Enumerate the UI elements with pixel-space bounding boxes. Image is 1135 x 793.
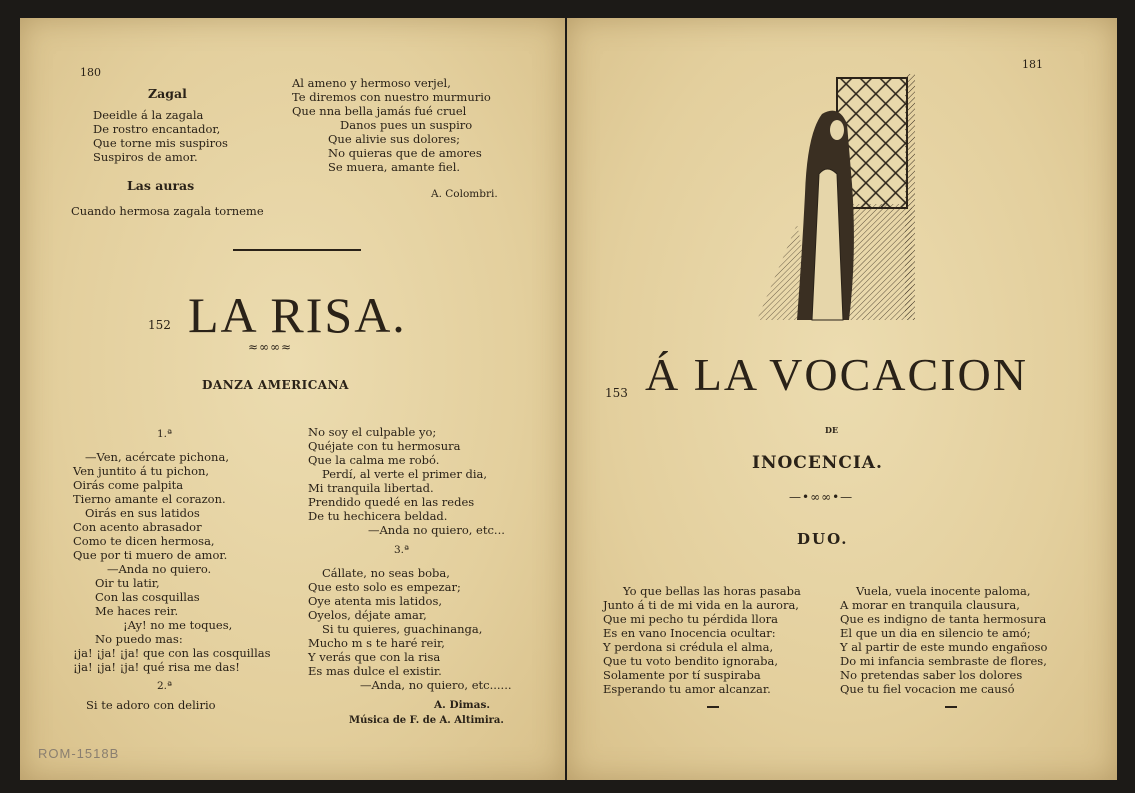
divider-rule [233,249,361,251]
verse-line: Se muera, amante fiel. [328,160,461,174]
verse-line: Junto á ti de mi vida en la aurora, [603,598,799,612]
left-page [20,18,565,780]
ornament-icon: —•∞∞•— [789,490,854,504]
verse-line: Suspiros de amor. [93,150,198,164]
column-2b-verse [308,566,512,692]
right-page [567,18,1117,780]
top-author: A. Colombri. [431,188,498,200]
verse-line: Cállate, no seas boba, [322,566,450,580]
verse-line: Que por ti muero de amor. [73,548,228,562]
verse-line: No soy el culpable yo; [308,425,437,439]
verse-line: Y verás que con la risa [308,650,441,664]
stanza-marker: 1.ª [157,428,173,440]
verse-line: Me haces reir. [95,604,179,618]
verse-line: —Anda no quiero, etc... [368,523,505,537]
verse-line: Oir tu latir, [95,576,160,590]
verse-line: —Anda no quiero. [107,562,212,576]
verse-line: Con las cosquillas [95,590,200,604]
zagala-heading: Zagal [148,86,187,101]
verse-line: De tu hechicera beldad. [308,509,448,523]
verse-line: Quéjate con tu hermosura [308,439,461,453]
verse-line: Deeidle á la zagala [93,108,204,122]
verse-line: No quieras que de amores [328,146,482,160]
song-title: LA RISA. [188,287,407,343]
verse-line: Que la calma me robó. [308,453,440,467]
nun-at-window-illustration [757,74,917,322]
verse-line: Que esto solo es empezar; [308,580,461,594]
verse-line: Que torne mis suspiros [93,136,228,150]
column-2-verse [840,584,1047,696]
author: A. Dimas. [434,699,491,711]
end-mark [707,706,719,708]
verse-line: Yo que bellas las horas pasaba [623,584,801,598]
verse-line: Que tu fiel vocacion me causó [840,682,1015,696]
verse-line: Oirás come palpita [73,478,184,492]
verse-line: Que mi pecho tu pérdida llora [603,612,779,626]
ornament-icon: ≈∞∞≈ [248,340,293,354]
duo-heading: DUO. [797,530,849,548]
verse-line: Que alivie sus dolores; [328,132,460,146]
verse-line: Te diremos con nuestro murmurio [292,90,491,104]
column-2-verse [308,425,505,537]
verse-line: Y perdona si crédula el alma, [603,640,774,654]
verse-line: Tierno amante el corazon. [73,492,226,506]
verse-line: Mi tranquila libertad. [308,481,434,495]
stanza-2-line: Si te adoro con delirio [86,698,216,712]
verse-line: A morar en tranquila clausura, [840,598,1020,612]
verse-line: Es mas dulce el existir. [308,664,442,678]
verse-line: Como te dicen hermosa, [73,534,215,548]
stanza-marker: 2.ª [157,680,173,692]
verse-line: De rostro encantador, [93,122,221,136]
verse-line: Oirás en sus latidos [85,506,200,520]
verse-line: Es en vano Inocencia ocultar: [603,626,776,640]
verse-line: Que nna bella jamás fué cruel [292,104,467,118]
song-number: 152 [148,318,171,332]
verse-line: No pretendas saber los dolores [840,668,1023,682]
verse-line: Perdí, al verte el primer dia, [322,467,488,481]
verse-line: Y al partir de este mundo engañoso [840,640,1048,654]
verse-line: Oye atenta mis latidos, [308,594,443,608]
column-1-verse [73,450,271,674]
verse-line: ¡Ay! no me toques, [123,618,233,632]
verse-line: Al ameno y hermoso verjel, [292,76,451,90]
music-credit: Música de F. de A. Altimira. [349,715,504,726]
verse-line: —Ven, acércate pichona, [85,450,229,464]
verse-line: Solamente por tí suspiraba [603,668,761,682]
song-subtitle: DANZA AMERICANA [202,378,349,392]
verse-line: Si tu quieres, guachinanga, [322,622,483,636]
verse-line: Ven juntito á tu pichon, [73,464,210,478]
song-title: Á LA VOCACION [645,349,1028,400]
page-number: 180 [80,66,101,79]
verse-line: Oyelos, déjate amar, [308,608,427,622]
verse-line: Vuela, vuela inocente paloma, [856,584,1031,598]
page-number: 181 [1022,58,1043,71]
verse-line: Esperando tu amor alcanzar. [603,682,771,696]
column-1-verse [603,584,801,696]
zagala-verse [93,108,228,164]
song-number: 153 [605,386,628,400]
verse-line: Que tu voto bendito ignoraba, [603,654,779,668]
verse-line: El que un dia en silencio te amó; [840,626,1031,640]
stanza-marker: 3.ª [394,544,410,556]
title-connector: DE [825,425,839,435]
verse-line: Que es indigno de tanta hermosura [840,612,1047,626]
end-mark [945,706,957,708]
auras-heading: Las auras [127,178,195,193]
verse-line: ¡ja! ¡ja! ¡ja! qué risa me das! [73,660,240,674]
song-subtitle: INOCENCIA. [752,453,883,473]
verse-line: Do mi infancia sembraste de flores, [840,654,1047,668]
top-right-verse [292,76,491,174]
verse-line: No puedo mas: [95,632,183,646]
verse-line: Mucho m s te haré reir, [308,636,445,650]
verse-line: Prendido quedé en las redes [308,495,475,509]
verse-line: ¡ja! ¡ja! ¡ja! que con las cosquillas [73,646,271,660]
archive-stamp: ROM-1518B [38,746,120,761]
verse-line: Danos pues un suspiro [340,118,473,132]
auras-line: Cuando hermosa zagala torneme [71,204,264,218]
verse-line: Con acento abrasador [73,520,202,534]
verse-line: —Anda, no quiero, etc...... [360,678,512,692]
